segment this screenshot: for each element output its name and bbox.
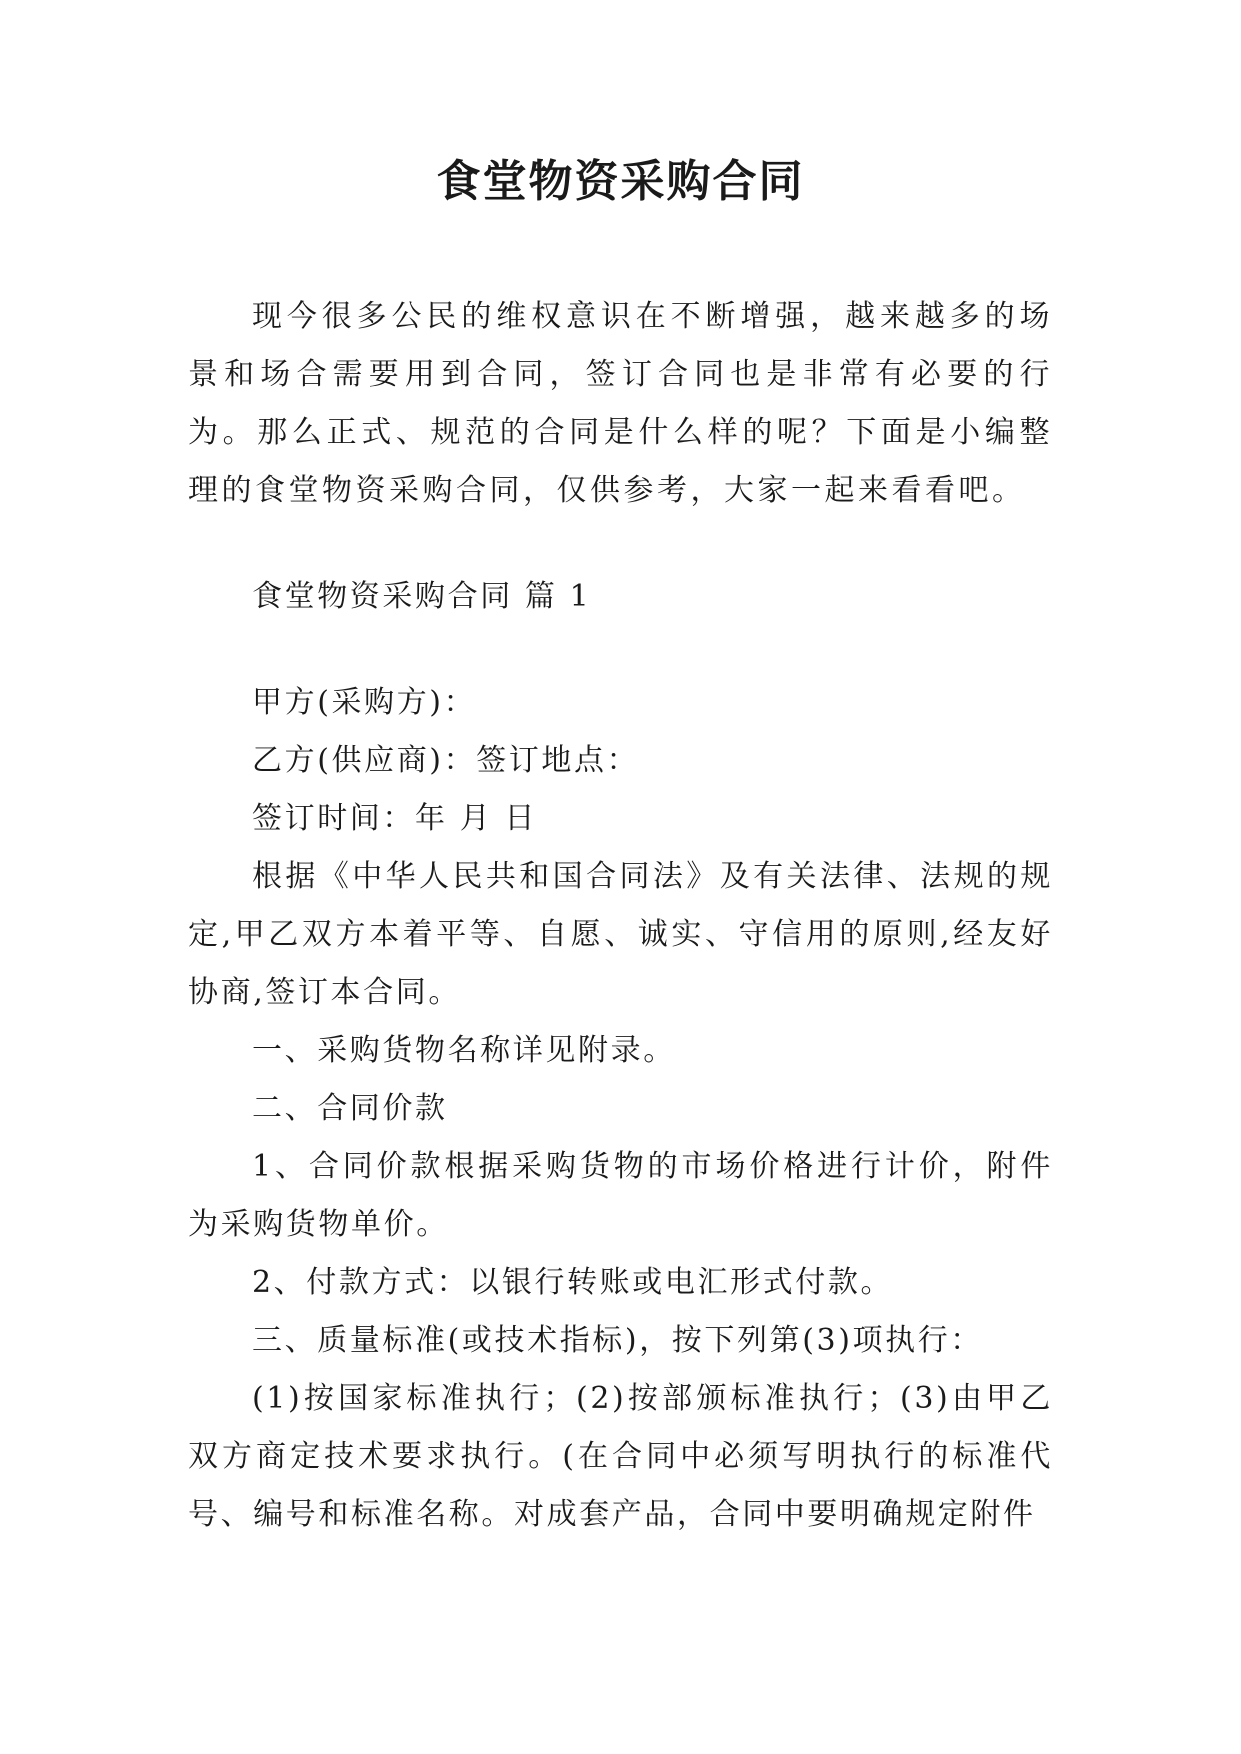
document-title: 食堂物资采购合同 — [436, 156, 805, 207]
section-heading: 食堂物资采购合同 篇 1 — [252, 579, 592, 614]
party-b-line: 乙方(供应商)：签订地点： — [252, 743, 640, 778]
clause-3-detail: (1)按国家标准执行；(2)按部颁标准执行；(3)由甲乙双方商定技术要求执行。(在合同中必须写明执行的标准代号、编号和标准名称。对成套产品，合同中要明确规定附件 — [188, 1381, 1053, 1532]
clause-2-item-1: 1、合同价款根据采购货物的市场价格进行计价，附件为采购货物单价。 — [188, 1149, 1053, 1242]
clause-1: 一、采购货物名称详见附录。 — [252, 1033, 676, 1068]
clause-2-item-2: 2、付款方式：以银行转账或电汇形式付款。 — [252, 1265, 894, 1300]
legal-basis-paragraph: 根据《中华人民共和国合同法》及有关法律、法规的规定,甲乙双方本着平等、自愿、诚实、守信用的原则,经友好协商,签订本合同。 — [188, 859, 1053, 1010]
party-a-line: 甲方(采购方)： — [252, 685, 477, 720]
clause-3-heading: 三、质量标准(或技术指标)，按下列第(3)项执行： — [252, 1323, 983, 1358]
signing-date-line: 签订时间：年 月 日 — [252, 801, 538, 836]
intro-paragraph: 现今很多公民的维权意识在不断增强，越来越多的场景和场合需要用到合同，签订合同也是非常有必要的行为。那么正式、规范的合同是什么样的呢？下面是小编整理的食堂物资采购合同，仅供参考，大家一起来看看吧。 — [188, 299, 1053, 508]
document-body — [188, 288, 1053, 1544]
clause-2-heading: 二、合同价款 — [252, 1091, 448, 1126]
